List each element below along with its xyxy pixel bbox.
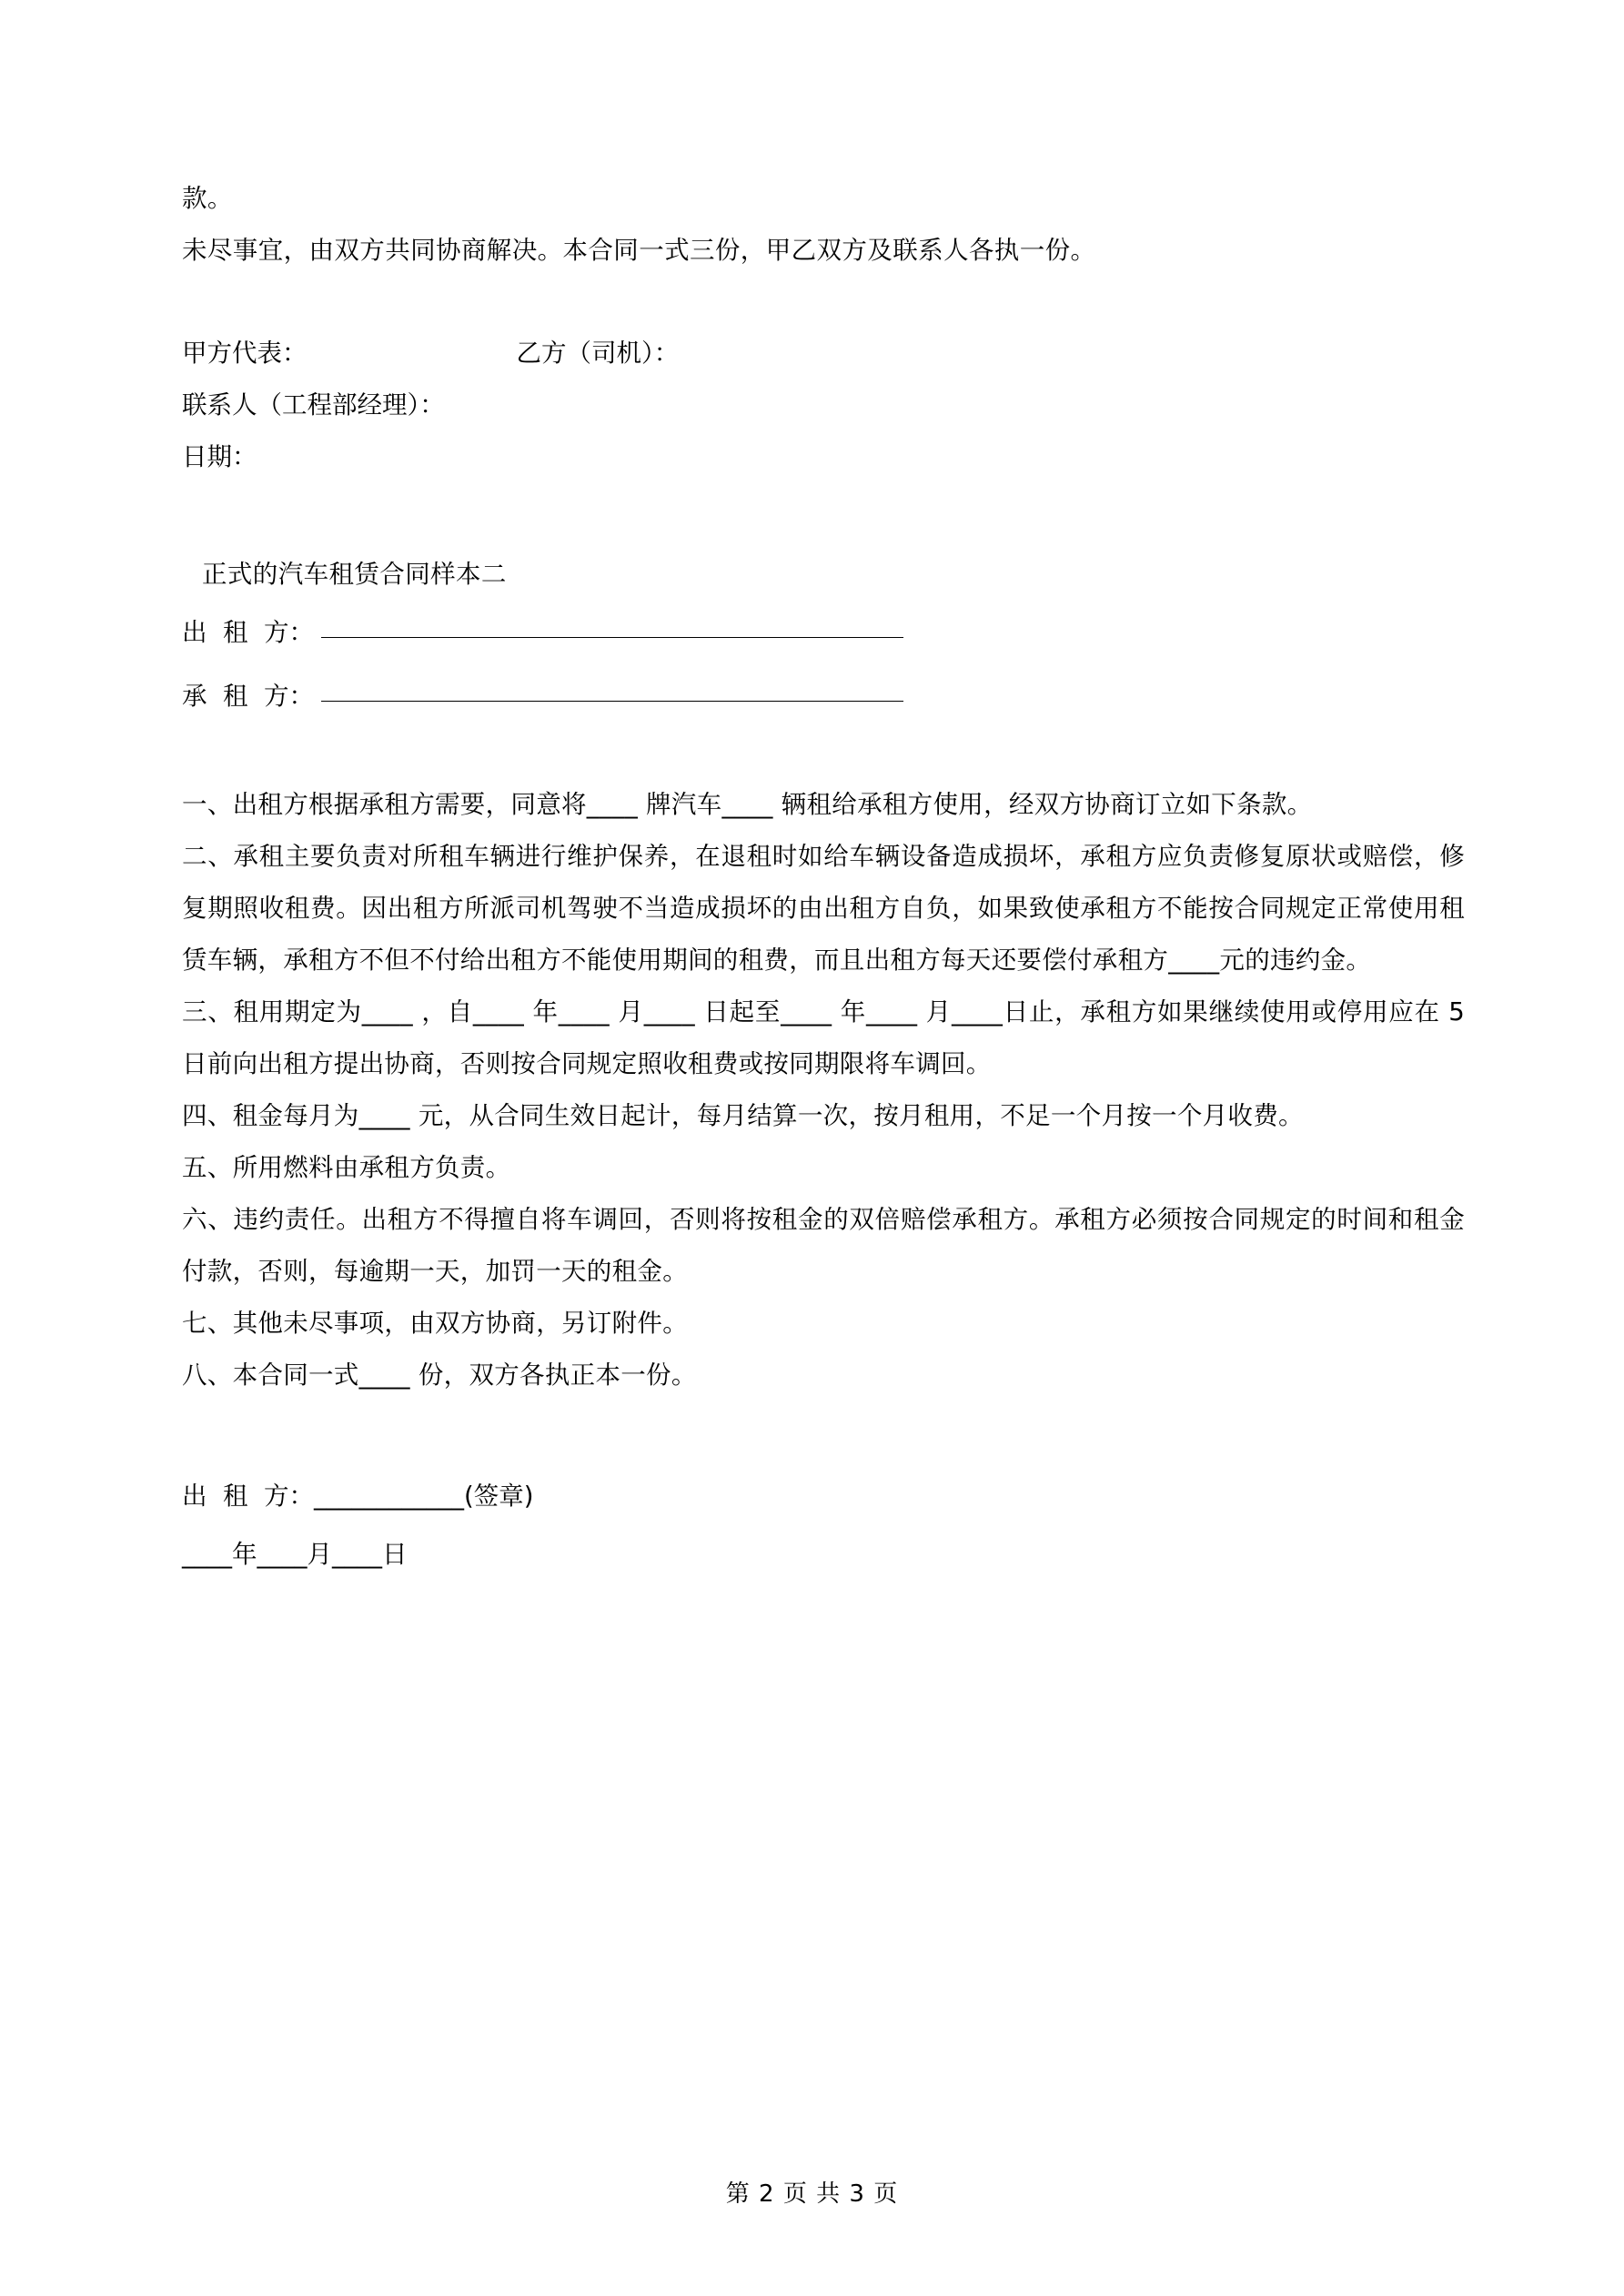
- section-title: 正式的汽车租赁合同样本二: [202, 560, 507, 589]
- signature-row-representatives: [182, 328, 1465, 379]
- lessor-input-rule[interactable]: [321, 636, 903, 638]
- lessor-signature-line: 出 租 方：____________(签章): [182, 1482, 534, 1511]
- spacer: [182, 1401, 1465, 1467]
- lessor-party-line: [182, 601, 1465, 664]
- date-label: 日期：: [182, 442, 257, 471]
- clause-item-8: 八、本合同一式____ 份，双方各执正本一份。: [182, 1360, 697, 1390]
- spacer: [182, 277, 1465, 328]
- clause-item-2: 二、承租主要负责对所租车辆进行维护保养，在退租时如给车辆设备造成损坏，承租方应负责修复原状或赔偿，修复期照收租费。因出租方所派司机驾驶不当造成损坏的由出租方自负，如果致使承租方不能按合同规定正常使用租赁车辆，承租方不但不付给出租方不能使用期间的租费，而且出租方每天还要偿付承租方____元的违约金。: [182, 842, 1465, 975]
- party-b-driver-label: 乙方（司机）：: [516, 339, 680, 368]
- clause-item-1: 一、出租方根据承租方需要，同意将____ 牌汽车____ 辆租给承租方使用，经双方协商订立如下条款。: [182, 790, 1313, 819]
- page-footer: 第 2 页 共 3 页: [725, 2180, 899, 2208]
- clause-item-7: 七、其他未尽事项，由双方协商，另订附件。: [182, 1309, 688, 1338]
- clause-item-3: 三、租用期定为____ ，自____ 年____ 月____ 日起至____ 年____ 月____日止，承租方如果继续使用或停用应在 5 日前向出租方提出协商，否则按合同规定照收租费或按同期限将车调回。: [182, 997, 1465, 1078]
- document-body: [182, 173, 1465, 1583]
- closing-paragraph: 未尽事宜，由双方共同协商解决。本合同一式三份，甲乙双方及联系人各执一份。: [182, 236, 1096, 265]
- lessee-label: 承 租 方：: [182, 682, 314, 711]
- clause-item-4: 四、租金每月为____ 元，从合同生效日起计，每月结算一次，按月租用，不足一个月按一个月收费。: [182, 1101, 1304, 1130]
- clause-item-5: 五、所用燃料由承租方负责。: [182, 1153, 511, 1182]
- lessee-input-rule[interactable]: [321, 700, 903, 702]
- continuation-text: 款。: [182, 184, 233, 213]
- lessor-label: 出 租 方：: [182, 618, 314, 647]
- lessee-party-line: [182, 664, 1465, 728]
- spacer: [182, 483, 1465, 549]
- party-a-representative-label: 甲方代表：: [182, 339, 308, 368]
- lessor-signature-date-line: ____年____月____日: [182, 1540, 408, 1569]
- clause-item-6: 六、违约责任。出租方不得擅自将车调回，否则将按租金的双倍赔偿承租方。承租方必须按合同规定的时间和租金付款，否则，每逾期一天，加罚一天的租金。: [182, 1205, 1465, 1286]
- contact-person-label: 联系人（工程部经理）：: [182, 390, 445, 420]
- spacer: [182, 728, 1465, 779]
